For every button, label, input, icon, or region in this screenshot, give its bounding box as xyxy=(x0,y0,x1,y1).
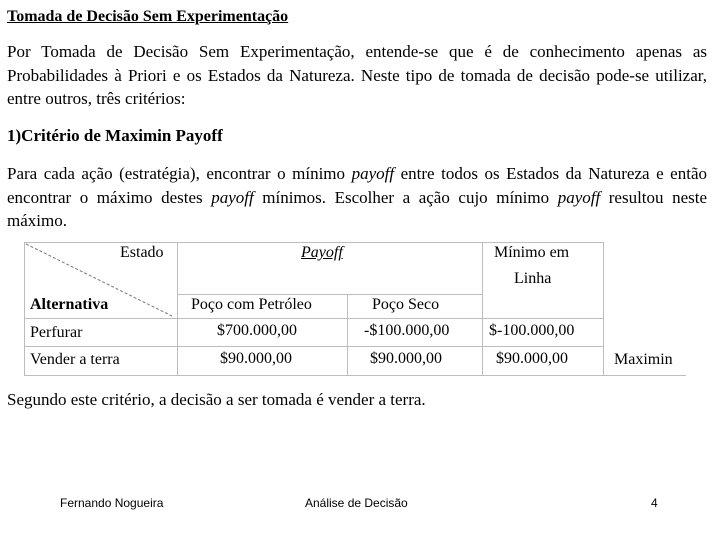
col-divider-1 xyxy=(177,242,178,376)
intro-paragraph: Por Tomada de Decisão Sem Experimentação, entende-se que é de conhecimento apenas as Probabilidades à Priori e os Estados da Natureza. Neste tipo de tomada de decisão pode-se utilizar, entre outros, três critérios: xyxy=(7,42,707,108)
header-poco-petroleo: Poço com Petróleo xyxy=(191,296,312,313)
table-header-divider xyxy=(24,318,604,319)
header-minimo-line2: Linha xyxy=(514,270,552,287)
row-label-vender: Vender a terra xyxy=(30,351,120,368)
cell-perfurar-petroleo: $700.000,00 xyxy=(217,322,297,339)
payoff-table xyxy=(24,242,686,376)
header-poco-seco: Poço Seco xyxy=(372,296,440,313)
conclusion-paragraph: Segundo este critério, a decisão a ser tomada é vender a terra. xyxy=(7,390,426,409)
header-alternativa: Alternativa xyxy=(30,296,109,313)
cell-perfurar-seco: -$100.000,00 xyxy=(364,322,450,339)
maximin-tag: Maximin xyxy=(614,351,673,368)
payoff-divider xyxy=(178,294,482,295)
footer-page-number: 4 xyxy=(651,496,658,510)
footer-author: Fernando Nogueira xyxy=(60,496,164,510)
page-heading: Tomada de Decisão Sem Experimentação xyxy=(7,8,289,25)
cell-vender-minimo: $90.000,00 xyxy=(496,350,568,367)
table-border-left xyxy=(24,242,25,376)
row-label-perfurar: Perfurar xyxy=(30,324,83,341)
cell-perfurar-minimo: $-100.000,00 xyxy=(489,322,575,339)
table-row-divider xyxy=(24,346,604,347)
header-minimo-line1: Mínimo em xyxy=(494,244,570,261)
criterion-title: 1)Critério de Maximin Payoff xyxy=(7,126,223,145)
table-border-bottom xyxy=(24,375,686,376)
cell-vender-petroleo: $90.000,00 xyxy=(220,350,292,367)
header-estado: Estado xyxy=(120,244,164,261)
header-payoff: Payoff xyxy=(301,244,343,261)
footer-title: Análise de Decisão xyxy=(305,496,408,510)
table-border-right xyxy=(603,242,604,376)
table-border-top xyxy=(24,242,604,243)
criterion-paragraph: Para cada ação (estratégia), encontrar o mínimo payoff entre todos os Estados da Natureza e então encontrar o máximo destes payoff mínimos. Escolher a ação cujo mínimo payoff resultou neste máximo. xyxy=(7,164,708,230)
cell-vender-seco: $90.000,00 xyxy=(370,350,442,367)
col-divider-2 xyxy=(347,294,348,376)
col-divider-3 xyxy=(482,242,483,376)
